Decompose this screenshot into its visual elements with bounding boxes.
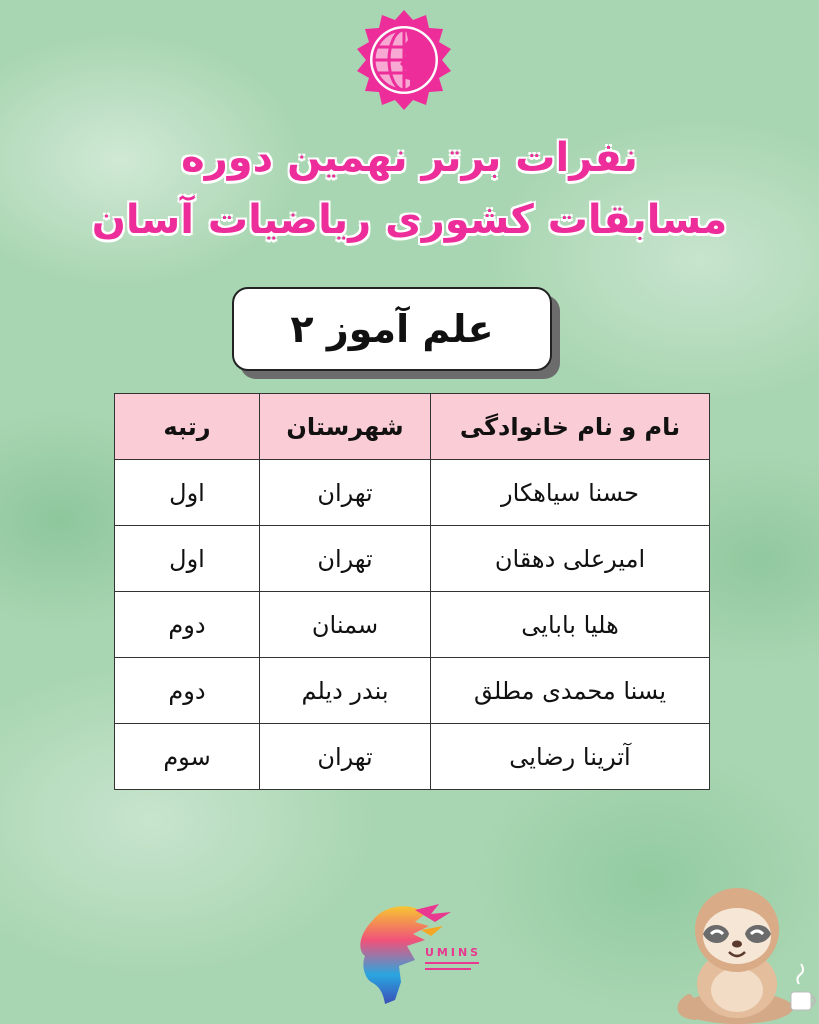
results-table <box>114 393 710 790</box>
cell-rank: اول <box>115 526 260 592</box>
org-logo-text: UMINS <box>425 946 482 959</box>
header-name: نام و نام خانوادگی <box>431 394 710 460</box>
title-line-2: مسابقات کشوری ریاضیات آسان <box>91 197 728 243</box>
grade-label: علم آموز ۲ <box>290 307 494 351</box>
header-rank: رتبه <box>115 394 260 460</box>
cell-name: هلیا بابایی <box>431 592 710 658</box>
cell-city: سمنان <box>260 592 431 658</box>
cell-city: بندر دیلم <box>260 658 431 724</box>
grade-label-box <box>232 287 552 371</box>
cell-name: آترینا رضایی <box>431 724 710 790</box>
table-row <box>115 526 710 592</box>
table-header-row <box>115 394 710 460</box>
header-city: شهرستان <box>260 394 431 460</box>
cell-rank: دوم <box>115 658 260 724</box>
globe-badge-logo-icon <box>352 8 456 112</box>
cell-rank: سوم <box>115 724 260 790</box>
cell-city: تهران <box>260 724 431 790</box>
sloth-with-tea-icon <box>665 880 819 1024</box>
table-row <box>115 460 710 526</box>
table-row <box>115 724 710 790</box>
table-row <box>115 658 710 724</box>
cell-city: تهران <box>260 526 431 592</box>
cell-name: امیرعلی دهقان <box>431 526 710 592</box>
org-head-logo-icon <box>355 900 495 1010</box>
cell-city: تهران <box>260 460 431 526</box>
cell-name: حسنا سیاهکار <box>431 460 710 526</box>
cell-rank: اول <box>115 460 260 526</box>
cell-rank: دوم <box>115 592 260 658</box>
table-row <box>115 592 710 658</box>
cell-name: یسنا محمدی مطلق <box>431 658 710 724</box>
title-line-1: نفرات برتر نهمین دوره <box>181 135 638 181</box>
